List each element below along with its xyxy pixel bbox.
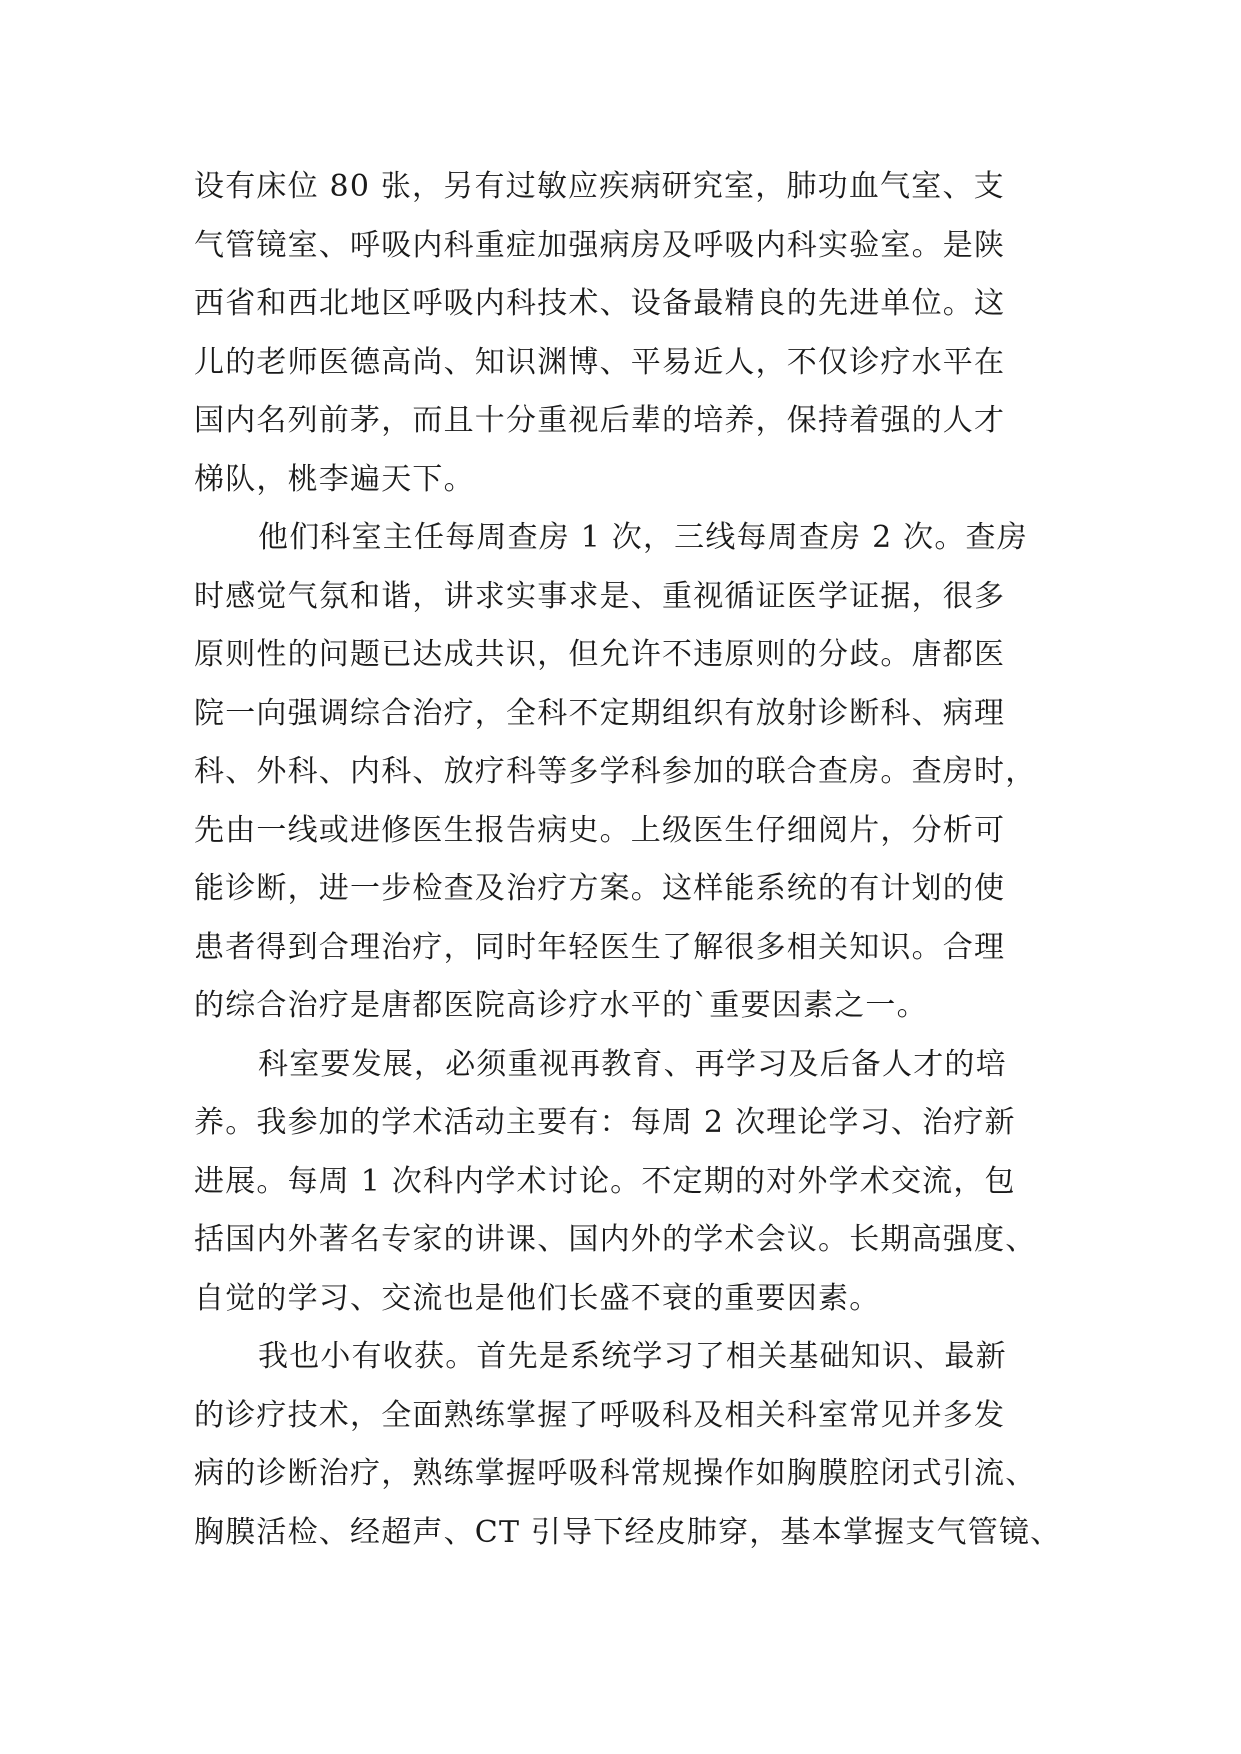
text-line: 能诊断，进一步检查及治疗方案。这样能系统的有计划的使: [194, 871, 1006, 906]
text-line: 自觉的学习、交流也是他们长盛不衰的重要因素。: [194, 1280, 881, 1316]
paragraph: [194, 1328, 1062, 1562]
text-line: 儿的老师医德高尚、知识渊博、平易近人，不仅诊疗水平在: [194, 344, 1006, 380]
text-line: 患者得到合理治疗，同时年轻医生了解很多相关知识。合理: [194, 929, 1006, 965]
text-line: 科、外科、内科、放疗科等多学科参加的联合查房。查房时，: [194, 754, 1037, 789]
text-line: 他们科室主任每周查房 1 次，三线每周查房 2 次。查房: [258, 520, 1028, 555]
document-body: [194, 158, 1062, 1562]
text-line: 养。我参加的学术活动主要有：每周 2 次理论学习、治疗新: [194, 1105, 1016, 1140]
text-line: 时感觉气氛和谐，讲求实事求是、重视循证医学证据，很多: [194, 578, 1006, 614]
text-line: 进展。每周 1 次科内学术讨论。不定期的对外学术交流，包: [194, 1163, 1016, 1199]
text-line: 国内名列前茅，而且十分重视后辈的培养，保持着强的人才: [194, 403, 1006, 438]
paragraph: [194, 509, 1054, 1036]
text-line: 的综合治疗是唐都医院高诊疗水平的`重要因素之一。: [194, 988, 928, 1023]
text-line: 院一向强调综合治疗，全科不定期组织有放射诊断科、病理: [194, 695, 1006, 731]
text-line: 病的诊断治疗，熟练掌握呼吸科常规操作如胸膜腔闭式引流、: [194, 1456, 1037, 1491]
text-line: 梯队，桃李遍天下。: [194, 461, 475, 497]
paragraph: [194, 158, 1054, 509]
text-line: 西省和西北地区呼吸内科技术、设备最精良的先进单位。这: [194, 286, 1006, 321]
text-line: 科室要发展，必须重视再教育、再学习及后备人才的培: [258, 1046, 1007, 1082]
text-line: 括国内外著名专家的讲课、国内外的学术会议。长期高强度、: [194, 1222, 1037, 1257]
text-line: 我也小有收获。首先是系统学习了相关基础知识、最新: [258, 1339, 1007, 1374]
text-line: 气管镜室、呼吸内科重症加强病房及呼吸内科实验室。是陕: [194, 227, 1006, 263]
text-line: 胸膜活检、经超声、CT 引导下经皮肺穿，基本掌握支气管镜、: [194, 1514, 1062, 1550]
paragraph: [194, 1036, 1054, 1329]
text-line: 原则性的问题已达成共识，但允许不违原则的分歧。唐都医: [194, 637, 1006, 672]
text-line: 设有床位 80 张，另有过敏应疾病研究室，肺功血气室、支: [194, 169, 1005, 204]
text-line: 的诊疗技术，全面熟练掌握了呼吸科及相关科室常见并多发: [194, 1397, 1006, 1433]
text-line: 先由一线或进修医生报告病史。上级医生仔细阅片，分析可: [194, 812, 1006, 848]
